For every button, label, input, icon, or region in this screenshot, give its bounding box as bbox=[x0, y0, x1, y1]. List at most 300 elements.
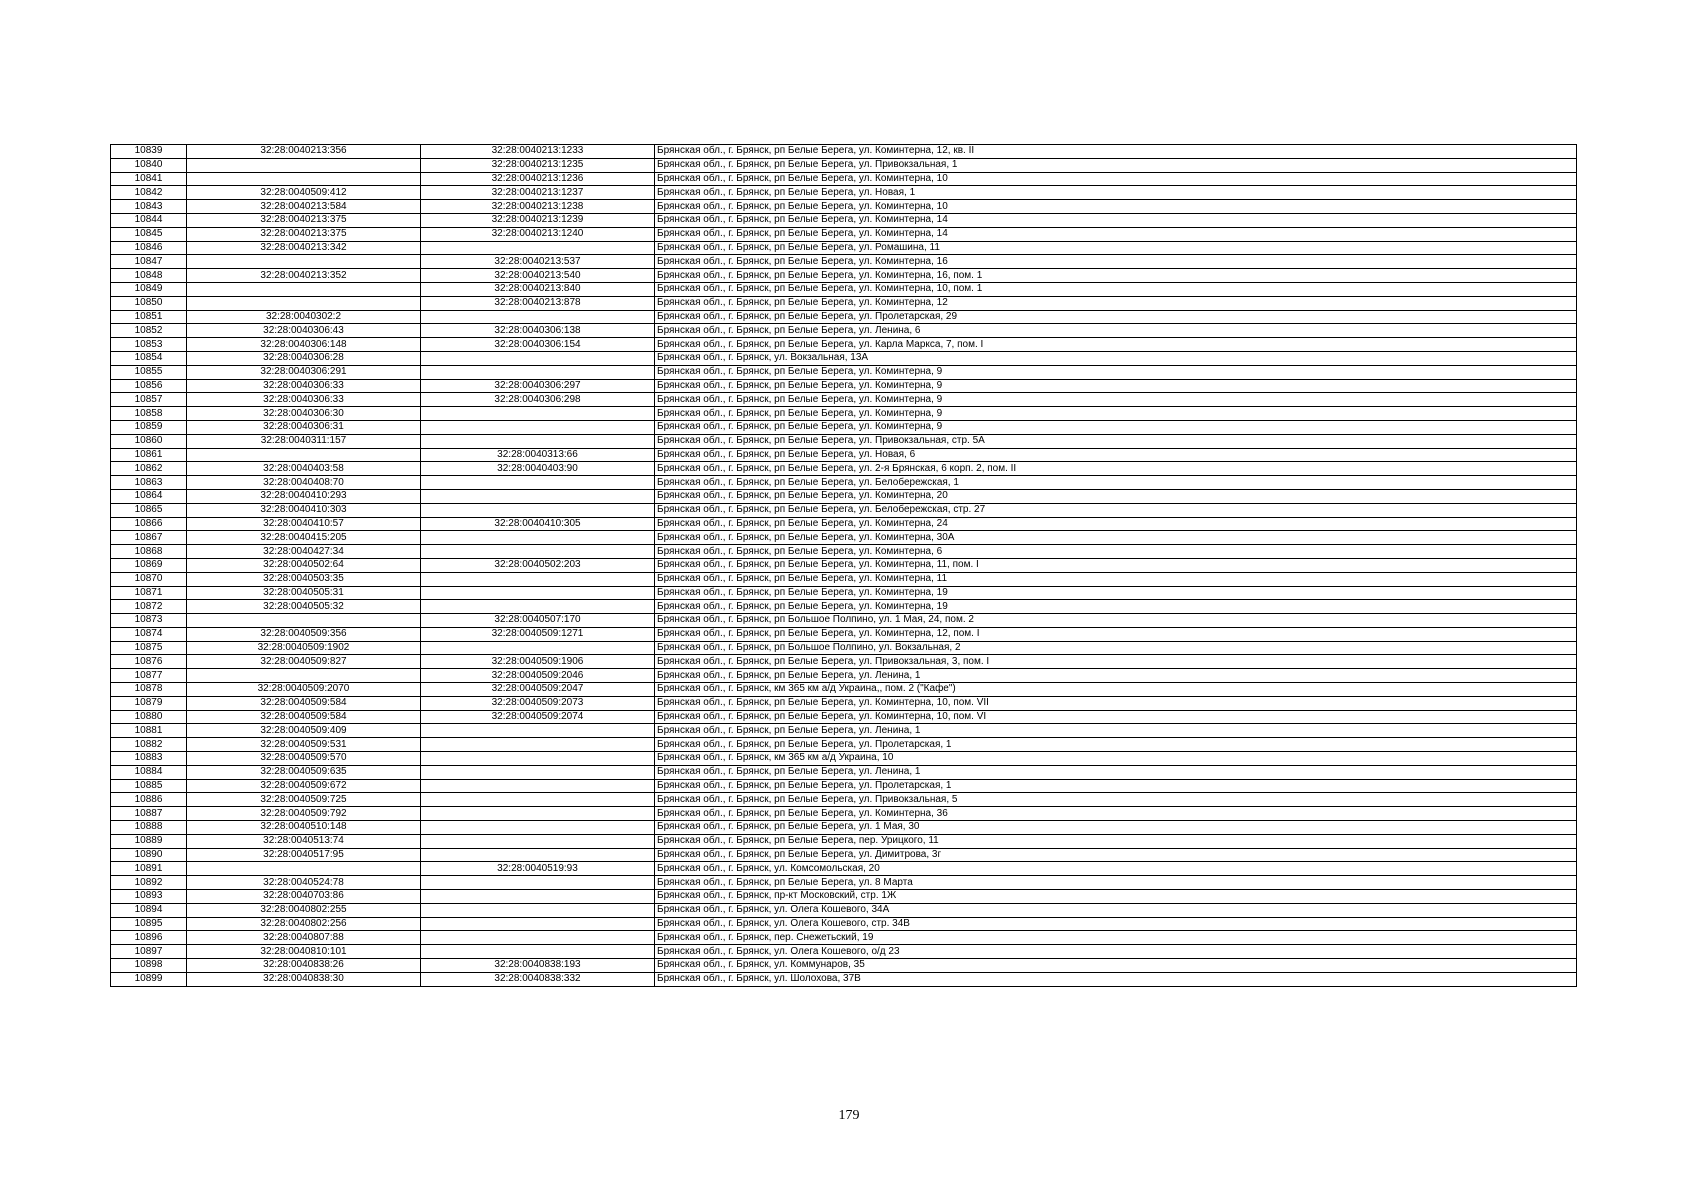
table-row bbox=[111, 779, 1577, 793]
land-cadastral-number-cell: 32:28:0040509:2070 bbox=[187, 683, 421, 697]
row-number-cell: 10892 bbox=[111, 876, 187, 890]
building-cadastral-number-cell bbox=[421, 779, 655, 793]
building-cadastral-number-cell bbox=[421, 572, 655, 586]
address-cell: Брянская обл., г. Брянск, ул. Олега Кошевого, стр. 34В bbox=[655, 917, 1577, 931]
land-cadastral-number-cell: 32:28:0040503:35 bbox=[187, 572, 421, 586]
address-cell: Брянская обл., г. Брянск, рп Белые Берега, ул. Коминтерна, 9 bbox=[655, 407, 1577, 421]
land-cadastral-number-cell: 32:28:0040703:86 bbox=[187, 890, 421, 904]
row-number-cell: 10844 bbox=[111, 213, 187, 227]
table-row bbox=[111, 738, 1577, 752]
land-cadastral-number-cell: 32:28:0040306:33 bbox=[187, 393, 421, 407]
land-cadastral-number-cell: 32:28:0040509:1902 bbox=[187, 641, 421, 655]
address-cell: Брянская обл., г. Брянск, пер. Снежетьский, 19 bbox=[655, 931, 1577, 945]
address-cell: Брянская обл., г. Брянск, рп Белые Берега, ул. 2-я Брянская, 6 корп. 2, пом. II bbox=[655, 462, 1577, 476]
table-row bbox=[111, 186, 1577, 200]
building-cadastral-number-cell: 32:28:0040507:170 bbox=[421, 614, 655, 628]
building-cadastral-number-cell bbox=[421, 503, 655, 517]
land-cadastral-number-cell: 32:28:0040213:352 bbox=[187, 269, 421, 283]
land-cadastral-number-cell bbox=[187, 669, 421, 683]
land-cadastral-number-cell: 32:28:0040410:303 bbox=[187, 503, 421, 517]
land-cadastral-number-cell: 32:28:0040509:570 bbox=[187, 752, 421, 766]
table-row bbox=[111, 683, 1577, 697]
land-cadastral-number-cell: 32:28:0040306:33 bbox=[187, 379, 421, 393]
building-cadastral-number-cell: 32:28:0040306:138 bbox=[421, 324, 655, 338]
table-row bbox=[111, 255, 1577, 269]
table-row bbox=[111, 393, 1577, 407]
address-cell: Брянская обл., г. Брянск, ул. Шолохова, 37В bbox=[655, 972, 1577, 986]
table-row bbox=[111, 145, 1577, 159]
row-number-cell: 10887 bbox=[111, 807, 187, 821]
row-number-cell: 10854 bbox=[111, 351, 187, 365]
building-cadastral-number-cell: 32:28:0040313:66 bbox=[421, 448, 655, 462]
row-number-cell: 10858 bbox=[111, 407, 187, 421]
row-number-cell: 10885 bbox=[111, 779, 187, 793]
land-cadastral-number-cell bbox=[187, 614, 421, 628]
address-cell: Брянская обл., г. Брянск, рп Белые Берега, ул. Привокзальная, стр. 5А bbox=[655, 434, 1577, 448]
row-number-cell: 10860 bbox=[111, 434, 187, 448]
row-number-cell: 10882 bbox=[111, 738, 187, 752]
row-number-cell: 10899 bbox=[111, 972, 187, 986]
building-cadastral-number-cell: 32:28:0040509:2046 bbox=[421, 669, 655, 683]
building-cadastral-number-cell: 32:28:0040306:298 bbox=[421, 393, 655, 407]
address-cell: Брянская обл., г. Брянск, рп Белые Берега, ул. Коминтерна, 16 bbox=[655, 255, 1577, 269]
table-row bbox=[111, 655, 1577, 669]
row-number-cell: 10869 bbox=[111, 558, 187, 572]
address-cell: Брянская обл., г. Брянск, рп Белые Берега, ул. Коминтерна, 12, кв. II bbox=[655, 145, 1577, 159]
table-row bbox=[111, 600, 1577, 614]
row-number-cell: 10846 bbox=[111, 241, 187, 255]
table-row bbox=[111, 572, 1577, 586]
address-cell: Брянская обл., г. Брянск, рп Белые Берега, ул. Коминтерна, 24 bbox=[655, 517, 1577, 531]
building-cadastral-number-cell bbox=[421, 586, 655, 600]
address-cell: Брянская обл., г. Брянск, рп Белые Берега, ул. Коминтерна, 9 bbox=[655, 379, 1577, 393]
address-cell: Брянская обл., г. Брянск, рп Большое Полпино, ул. 1 Мая, 24, пом. 2 bbox=[655, 614, 1577, 628]
table-row bbox=[111, 669, 1577, 683]
building-cadastral-number-cell bbox=[421, 807, 655, 821]
building-cadastral-number-cell: 32:28:0040509:1906 bbox=[421, 655, 655, 669]
building-cadastral-number-cell bbox=[421, 600, 655, 614]
table-row bbox=[111, 227, 1577, 241]
building-cadastral-number-cell bbox=[421, 531, 655, 545]
table-row bbox=[111, 200, 1577, 214]
table-row bbox=[111, 296, 1577, 310]
address-cell: Брянская обл., г. Брянск, рп Белые Берега, ул. Пролетарская, 1 bbox=[655, 738, 1577, 752]
row-number-cell: 10881 bbox=[111, 724, 187, 738]
building-cadastral-number-cell: 32:28:0040213:1238 bbox=[421, 200, 655, 214]
table-row bbox=[111, 862, 1577, 876]
land-cadastral-number-cell: 32:28:0040509:584 bbox=[187, 696, 421, 710]
land-cadastral-number-cell: 32:28:0040213:375 bbox=[187, 227, 421, 241]
address-cell: Брянская обл., г. Брянск, рп Белые Берега, ул. Димитрова, 3г bbox=[655, 848, 1577, 862]
table-row bbox=[111, 627, 1577, 641]
row-number-cell: 10843 bbox=[111, 200, 187, 214]
table-row bbox=[111, 696, 1577, 710]
row-number-cell: 10870 bbox=[111, 572, 187, 586]
building-cadastral-number-cell: 32:28:0040306:297 bbox=[421, 379, 655, 393]
table-row bbox=[111, 765, 1577, 779]
building-cadastral-number-cell bbox=[421, 489, 655, 503]
land-cadastral-number-cell: 32:28:0040838:26 bbox=[187, 959, 421, 973]
table-row bbox=[111, 365, 1577, 379]
building-cadastral-number-cell bbox=[421, 945, 655, 959]
land-cadastral-number-cell: 32:28:0040311:157 bbox=[187, 434, 421, 448]
table-row bbox=[111, 807, 1577, 821]
registry-table bbox=[110, 144, 1577, 987]
row-number-cell: 10850 bbox=[111, 296, 187, 310]
row-number-cell: 10886 bbox=[111, 793, 187, 807]
address-cell: Брянская обл., г. Брянск, рп Белые Берега, ул. Белобережская, 1 bbox=[655, 476, 1577, 490]
land-cadastral-number-cell: 32:28:0040509:672 bbox=[187, 779, 421, 793]
address-cell: Брянская обл., г. Брянск, рп Белые Берега, ул. Коминтерна, 16, пом. 1 bbox=[655, 269, 1577, 283]
building-cadastral-number-cell bbox=[421, 545, 655, 559]
row-number-cell: 10872 bbox=[111, 600, 187, 614]
building-cadastral-number-cell: 32:28:0040213:840 bbox=[421, 282, 655, 296]
table-row bbox=[111, 269, 1577, 283]
land-cadastral-number-cell: 32:28:0040427:34 bbox=[187, 545, 421, 559]
address-cell: Брянская обл., г. Брянск, рп Белые Берега, ул. Ленина, 1 bbox=[655, 765, 1577, 779]
row-number-cell: 10842 bbox=[111, 186, 187, 200]
table-row bbox=[111, 848, 1577, 862]
address-cell: Брянская обл., г. Брянск, рп Белые Берега, ул. 1 Мая, 30 bbox=[655, 821, 1577, 835]
table-row bbox=[111, 172, 1577, 186]
land-cadastral-number-cell: 32:28:0040509:531 bbox=[187, 738, 421, 752]
building-cadastral-number-cell: 32:28:0040509:2073 bbox=[421, 696, 655, 710]
row-number-cell: 10889 bbox=[111, 834, 187, 848]
land-cadastral-number-cell: 32:28:0040509:827 bbox=[187, 655, 421, 669]
address-cell: Брянская обл., г. Брянск, рп Белые Берега, ул. Коминтерна, 11, пом. I bbox=[655, 558, 1577, 572]
land-cadastral-number-cell: 32:28:0040510:148 bbox=[187, 821, 421, 835]
table-row bbox=[111, 945, 1577, 959]
address-cell: Брянская обл., г. Брянск, рп Белые Берега, ул. Коминтерна, 14 bbox=[655, 213, 1577, 227]
address-cell: Брянская обл., г. Брянск, рп Белые Берега, ул. Ленина, 1 bbox=[655, 669, 1577, 683]
land-cadastral-number-cell: 32:28:0040517:95 bbox=[187, 848, 421, 862]
table-row bbox=[111, 420, 1577, 434]
land-cadastral-number-cell: 32:28:0040213:375 bbox=[187, 213, 421, 227]
row-number-cell: 10894 bbox=[111, 903, 187, 917]
address-cell: Брянская обл., г. Брянск, рп Белые Берега, ул. Ленина, 6 bbox=[655, 324, 1577, 338]
registry-table-body bbox=[111, 145, 1577, 987]
table-row bbox=[111, 503, 1577, 517]
building-cadastral-number-cell bbox=[421, 310, 655, 324]
land-cadastral-number-cell: 32:28:0040509:792 bbox=[187, 807, 421, 821]
row-number-cell: 10866 bbox=[111, 517, 187, 531]
land-cadastral-number-cell: 32:28:0040802:256 bbox=[187, 917, 421, 931]
address-cell: Брянская обл., г. Брянск, рп Белые Берега, ул. Коминтерна, 10 bbox=[655, 200, 1577, 214]
table-row bbox=[111, 310, 1577, 324]
building-cadastral-number-cell: 32:28:0040306:154 bbox=[421, 338, 655, 352]
building-cadastral-number-cell: 32:28:0040410:305 bbox=[421, 517, 655, 531]
building-cadastral-number-cell: 32:28:0040213:1236 bbox=[421, 172, 655, 186]
building-cadastral-number-cell: 32:28:0040213:1233 bbox=[421, 145, 655, 159]
building-cadastral-number-cell bbox=[421, 876, 655, 890]
land-cadastral-number-cell: 32:28:0040306:30 bbox=[187, 407, 421, 421]
land-cadastral-number-cell: 32:28:0040410:293 bbox=[187, 489, 421, 503]
building-cadastral-number-cell bbox=[421, 752, 655, 766]
land-cadastral-number-cell: 32:28:0040213:342 bbox=[187, 241, 421, 255]
land-cadastral-number-cell bbox=[187, 862, 421, 876]
address-cell: Брянская обл., г. Брянск, пр-кт Московский, стр. 1Ж bbox=[655, 890, 1577, 904]
building-cadastral-number-cell: 32:28:0040509:1271 bbox=[421, 627, 655, 641]
row-number-cell: 10865 bbox=[111, 503, 187, 517]
row-number-cell: 10884 bbox=[111, 765, 187, 779]
address-cell: Брянская обл., г. Брянск, рп Белые Берега, ул. Ленина, 1 bbox=[655, 724, 1577, 738]
address-cell: Брянская обл., г. Брянск, рп Белые Берега, ул. Коминтерна, 9 bbox=[655, 420, 1577, 434]
land-cadastral-number-cell: 32:28:0040306:43 bbox=[187, 324, 421, 338]
land-cadastral-number-cell: 32:28:0040807:88 bbox=[187, 931, 421, 945]
row-number-cell: 10863 bbox=[111, 476, 187, 490]
building-cadastral-number-cell bbox=[421, 793, 655, 807]
building-cadastral-number-cell bbox=[421, 848, 655, 862]
land-cadastral-number-cell: 32:28:0040509:584 bbox=[187, 710, 421, 724]
building-cadastral-number-cell: 32:28:0040213:878 bbox=[421, 296, 655, 310]
row-number-cell: 10877 bbox=[111, 669, 187, 683]
land-cadastral-number-cell: 32:28:0040408:70 bbox=[187, 476, 421, 490]
land-cadastral-number-cell bbox=[187, 172, 421, 186]
row-number-cell: 10853 bbox=[111, 338, 187, 352]
land-cadastral-number-cell: 32:28:0040403:58 bbox=[187, 462, 421, 476]
address-cell: Брянская обл., г. Брянск, рп Белые Берега, ул. Коминтерна, 19 bbox=[655, 600, 1577, 614]
table-row bbox=[111, 158, 1577, 172]
address-cell: Брянская обл., г. Брянск, рп Белые Берега, ул. Коминтерна, 11 bbox=[655, 572, 1577, 586]
row-number-cell: 10883 bbox=[111, 752, 187, 766]
row-number-cell: 10871 bbox=[111, 586, 187, 600]
building-cadastral-number-cell: 32:28:0040838:193 bbox=[421, 959, 655, 973]
table-row bbox=[111, 876, 1577, 890]
table-row bbox=[111, 586, 1577, 600]
building-cadastral-number-cell: 32:28:0040213:1237 bbox=[421, 186, 655, 200]
address-cell: Брянская обл., г. Брянск, рп Белые Берега, ул. Коминтерна, 10, пом. VII bbox=[655, 696, 1577, 710]
land-cadastral-number-cell: 32:28:0040502:64 bbox=[187, 558, 421, 572]
building-cadastral-number-cell bbox=[421, 834, 655, 848]
table-row bbox=[111, 710, 1577, 724]
table-row bbox=[111, 545, 1577, 559]
address-cell: Брянская обл., г. Брянск, ул. Комсомольская, 20 bbox=[655, 862, 1577, 876]
address-cell: Брянская обл., г. Брянск, рп Белые Берега, ул. Новая, 6 bbox=[655, 448, 1577, 462]
land-cadastral-number-cell: 32:28:0040306:148 bbox=[187, 338, 421, 352]
table-row bbox=[111, 614, 1577, 628]
address-cell: Брянская обл., г. Брянск, ул. Олега Кошевого, о/д 23 bbox=[655, 945, 1577, 959]
building-cadastral-number-cell bbox=[421, 476, 655, 490]
address-cell: Брянская обл., г. Брянск, рп Белые Берега, ул. Коминтерна, 9 bbox=[655, 393, 1577, 407]
address-cell: Брянская обл., г. Брянск, рп Белые Берега, ул. Ромашина, 11 bbox=[655, 241, 1577, 255]
table-row bbox=[111, 462, 1577, 476]
row-number-cell: 10891 bbox=[111, 862, 187, 876]
land-cadastral-number-cell bbox=[187, 158, 421, 172]
address-cell: Брянская обл., г. Брянск, рп Белые Берега, ул. Коминтерна, 10 bbox=[655, 172, 1577, 186]
land-cadastral-number-cell: 32:28:0040509:412 bbox=[187, 186, 421, 200]
building-cadastral-number-cell bbox=[421, 420, 655, 434]
row-number-cell: 10845 bbox=[111, 227, 187, 241]
building-cadastral-number-cell: 32:28:0040403:90 bbox=[421, 462, 655, 476]
row-number-cell: 10890 bbox=[111, 848, 187, 862]
address-cell: Брянская обл., г. Брянск, ул. Олега Кошевого, 34А bbox=[655, 903, 1577, 917]
land-cadastral-number-cell: 32:28:0040524:78 bbox=[187, 876, 421, 890]
address-cell: Брянская обл., г. Брянск, рп Белые Берега, ул. Коминтерна, 12 bbox=[655, 296, 1577, 310]
address-cell: Брянская обл., г. Брянск, км 365 км а/д Украина,, пом. 2 ("Кафе") bbox=[655, 683, 1577, 697]
table-row bbox=[111, 959, 1577, 973]
address-cell: Брянская обл., г. Брянск, рп Белые Берега, ул. Коминтерна, 9 bbox=[655, 365, 1577, 379]
table-row bbox=[111, 558, 1577, 572]
table-row bbox=[111, 338, 1577, 352]
row-number-cell: 10868 bbox=[111, 545, 187, 559]
table-row bbox=[111, 448, 1577, 462]
land-cadastral-number-cell: 32:28:0040838:30 bbox=[187, 972, 421, 986]
row-number-cell: 10864 bbox=[111, 489, 187, 503]
building-cadastral-number-cell bbox=[421, 931, 655, 945]
building-cadastral-number-cell: 32:28:0040213:1239 bbox=[421, 213, 655, 227]
row-number-cell: 10855 bbox=[111, 365, 187, 379]
table-row bbox=[111, 434, 1577, 448]
land-cadastral-number-cell bbox=[187, 282, 421, 296]
address-cell: Брянская обл., г. Брянск, рп Большое Полпино, ул. Вокзальная, 2 bbox=[655, 641, 1577, 655]
row-number-cell: 10895 bbox=[111, 917, 187, 931]
land-cadastral-number-cell: 32:28:0040410:57 bbox=[187, 517, 421, 531]
address-cell: Брянская обл., г. Брянск, рп Белые Берега, пер. Урицкого, 11 bbox=[655, 834, 1577, 848]
address-cell: Брянская обл., г. Брянск, рп Белые Берега, ул. Коминтерна, 10, пом. 1 bbox=[655, 282, 1577, 296]
address-cell: Брянская обл., г. Брянск, рп Белые Берега, ул. Новая, 1 bbox=[655, 186, 1577, 200]
land-cadastral-number-cell: 32:28:0040415:205 bbox=[187, 531, 421, 545]
building-cadastral-number-cell bbox=[421, 903, 655, 917]
row-number-cell: 10839 bbox=[111, 145, 187, 159]
building-cadastral-number-cell bbox=[421, 351, 655, 365]
address-cell: Брянская обл., г. Брянск, ул. Коммунаров, 35 bbox=[655, 959, 1577, 973]
address-cell: Брянская обл., г. Брянск, рп Белые Берега, ул. 8 Марта bbox=[655, 876, 1577, 890]
row-number-cell: 10867 bbox=[111, 531, 187, 545]
land-cadastral-number-cell: 32:28:0040306:28 bbox=[187, 351, 421, 365]
table-row bbox=[111, 379, 1577, 393]
row-number-cell: 10841 bbox=[111, 172, 187, 186]
building-cadastral-number-cell: 32:28:0040213:1235 bbox=[421, 158, 655, 172]
address-cell: Брянская обл., г. Брянск, рп Белые Берега, ул. Привокзальная, 3, пом. I bbox=[655, 655, 1577, 669]
building-cadastral-number-cell bbox=[421, 724, 655, 738]
building-cadastral-number-cell bbox=[421, 407, 655, 421]
row-number-cell: 10874 bbox=[111, 627, 187, 641]
table-row bbox=[111, 821, 1577, 835]
land-cadastral-number-cell: 32:28:0040509:635 bbox=[187, 765, 421, 779]
address-cell: Брянская обл., г. Брянск, ул. Вокзальная, 13А bbox=[655, 351, 1577, 365]
row-number-cell: 10848 bbox=[111, 269, 187, 283]
building-cadastral-number-cell bbox=[421, 738, 655, 752]
row-number-cell: 10857 bbox=[111, 393, 187, 407]
address-cell: Брянская обл., г. Брянск, рп Белые Берега, ул. Коминтерна, 36 bbox=[655, 807, 1577, 821]
building-cadastral-number-cell bbox=[421, 821, 655, 835]
table-row bbox=[111, 324, 1577, 338]
row-number-cell: 10896 bbox=[111, 931, 187, 945]
row-number-cell: 10851 bbox=[111, 310, 187, 324]
table-row bbox=[111, 917, 1577, 931]
land-cadastral-number-cell: 32:28:0040306:31 bbox=[187, 420, 421, 434]
table-row bbox=[111, 931, 1577, 945]
row-number-cell: 10849 bbox=[111, 282, 187, 296]
row-number-cell: 10897 bbox=[111, 945, 187, 959]
row-number-cell: 10880 bbox=[111, 710, 187, 724]
land-cadastral-number-cell: 32:28:0040810:101 bbox=[187, 945, 421, 959]
land-cadastral-number-cell: 32:28:0040802:255 bbox=[187, 903, 421, 917]
land-cadastral-number-cell: 32:28:0040509:409 bbox=[187, 724, 421, 738]
table-row bbox=[111, 903, 1577, 917]
building-cadastral-number-cell bbox=[421, 890, 655, 904]
land-cadastral-number-cell: 32:28:0040302:2 bbox=[187, 310, 421, 324]
land-cadastral-number-cell: 32:28:0040509:725 bbox=[187, 793, 421, 807]
address-cell: Брянская обл., г. Брянск, рп Белые Берега, ул. Пролетарская, 1 bbox=[655, 779, 1577, 793]
building-cadastral-number-cell bbox=[421, 365, 655, 379]
table-row bbox=[111, 241, 1577, 255]
building-cadastral-number-cell: 32:28:0040213:1240 bbox=[421, 227, 655, 241]
building-cadastral-number-cell: 32:28:0040838:332 bbox=[421, 972, 655, 986]
address-cell: Брянская обл., г. Брянск, рп Белые Берега, ул. Белобережская, стр. 27 bbox=[655, 503, 1577, 517]
table-row bbox=[111, 752, 1577, 766]
row-number-cell: 10875 bbox=[111, 641, 187, 655]
table-row bbox=[111, 641, 1577, 655]
table-row bbox=[111, 724, 1577, 738]
table-row bbox=[111, 213, 1577, 227]
land-cadastral-number-cell: 32:28:0040513:74 bbox=[187, 834, 421, 848]
row-number-cell: 10878 bbox=[111, 683, 187, 697]
building-cadastral-number-cell: 32:28:0040502:203 bbox=[421, 558, 655, 572]
address-cell: Брянская обл., г. Брянск, км 365 км а/д Украина, 10 bbox=[655, 752, 1577, 766]
address-cell: Брянская обл., г. Брянск, рп Белые Берега, ул. Коминтерна, 19 bbox=[655, 586, 1577, 600]
row-number-cell: 10876 bbox=[111, 655, 187, 669]
table-row bbox=[111, 890, 1577, 904]
address-cell: Брянская обл., г. Брянск, рп Белые Берега, ул. Коминтерна, 6 bbox=[655, 545, 1577, 559]
building-cadastral-number-cell bbox=[421, 765, 655, 779]
table-row bbox=[111, 476, 1577, 490]
table-row bbox=[111, 793, 1577, 807]
table-row bbox=[111, 282, 1577, 296]
building-cadastral-number-cell bbox=[421, 917, 655, 931]
address-cell: Брянская обл., г. Брянск, рп Белые Берега, ул. Коминтерна, 20 bbox=[655, 489, 1577, 503]
row-number-cell: 10862 bbox=[111, 462, 187, 476]
table-row bbox=[111, 517, 1577, 531]
row-number-cell: 10852 bbox=[111, 324, 187, 338]
land-cadastral-number-cell bbox=[187, 448, 421, 462]
address-cell: Брянская обл., г. Брянск, рп Белые Берега, ул. Коминтерна, 10, пом. VI bbox=[655, 710, 1577, 724]
land-cadastral-number-cell: 32:28:0040213:584 bbox=[187, 200, 421, 214]
land-cadastral-number-cell bbox=[187, 296, 421, 310]
building-cadastral-number-cell bbox=[421, 641, 655, 655]
table-row bbox=[111, 834, 1577, 848]
address-cell: Брянская обл., г. Брянск, рп Белые Берега, ул. Карла Маркса, 7, пом. I bbox=[655, 338, 1577, 352]
building-cadastral-number-cell bbox=[421, 241, 655, 255]
building-cadastral-number-cell: 32:28:0040509:2047 bbox=[421, 683, 655, 697]
table-row bbox=[111, 531, 1577, 545]
table-row bbox=[111, 351, 1577, 365]
land-cadastral-number-cell: 32:28:0040509:356 bbox=[187, 627, 421, 641]
row-number-cell: 10840 bbox=[111, 158, 187, 172]
land-cadastral-number-cell: 32:28:0040505:31 bbox=[187, 586, 421, 600]
row-number-cell: 10859 bbox=[111, 420, 187, 434]
row-number-cell: 10861 bbox=[111, 448, 187, 462]
row-number-cell: 10873 bbox=[111, 614, 187, 628]
land-cadastral-number-cell: 32:28:0040306:291 bbox=[187, 365, 421, 379]
land-cadastral-number-cell: 32:28:0040213:356 bbox=[187, 145, 421, 159]
row-number-cell: 10888 bbox=[111, 821, 187, 835]
table-row bbox=[111, 489, 1577, 503]
table-row bbox=[111, 407, 1577, 421]
land-cadastral-number-cell bbox=[187, 255, 421, 269]
page-number: 179 bbox=[838, 1108, 860, 1123]
address-cell: Брянская обл., г. Брянск, рп Белые Берега, ул. Привокзальная, 1 bbox=[655, 158, 1577, 172]
address-cell: Брянская обл., г. Брянск, рп Белые Берега, ул. Коминтерна, 14 bbox=[655, 227, 1577, 241]
building-cadastral-number-cell bbox=[421, 434, 655, 448]
table-row bbox=[111, 972, 1577, 986]
address-cell: Брянская обл., г. Брянск, рп Белые Берега, ул. Пролетарская, 29 bbox=[655, 310, 1577, 324]
building-cadastral-number-cell: 32:28:0040509:2074 bbox=[421, 710, 655, 724]
building-cadastral-number-cell: 32:28:0040519:93 bbox=[421, 862, 655, 876]
address-cell: Брянская обл., г. Брянск, рп Белые Берега, ул. Коминтерна, 12, пом. I bbox=[655, 627, 1577, 641]
row-number-cell: 10879 bbox=[111, 696, 187, 710]
land-cadastral-number-cell: 32:28:0040505:32 bbox=[187, 600, 421, 614]
